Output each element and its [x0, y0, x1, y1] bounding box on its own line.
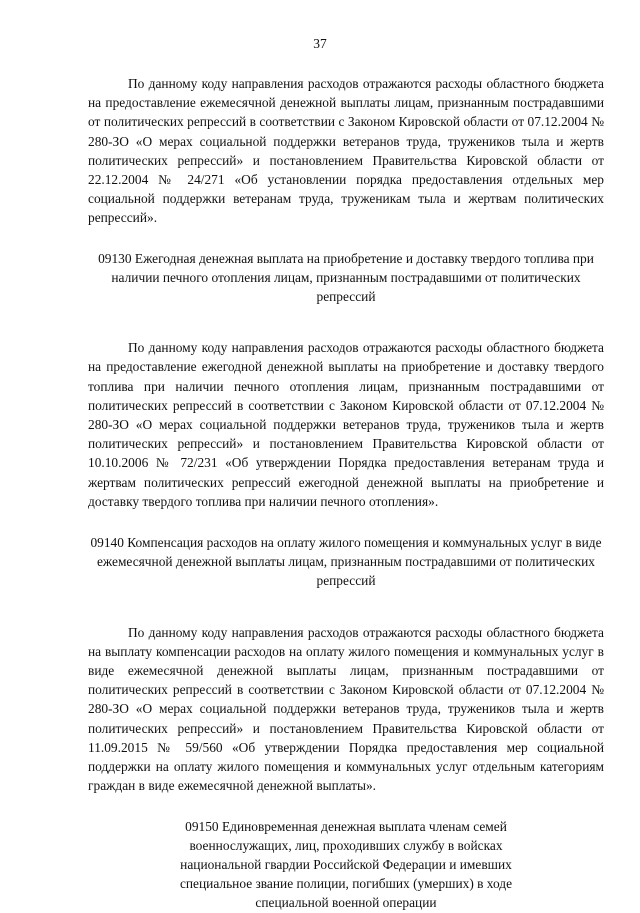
document-body — [88, 74, 604, 913]
section-heading-09150: 09150 Единовременная денежная выплата членам семей военнослужащих, лиц, проходивших службу в войсках национальной гвардии Российской Федерации и имевших специальное звание полиции, погибших (умерших) в ходе специальной военной операции — [179, 818, 513, 911]
paragraph-09140-description: По данному коду направления расходов отражаются расходы областного бюджета на выплату компенсации расходов на оплату жилого помещения и коммунальных услуг в виде ежемесячной денежной выплаты лицам, признанным пострадавшими от политических репрессий в соответствии с Законом Кировской области от 07.12.2004 № 280-ЗО «О мерах социальной поддержки ветеранов труда, тружеников тыла и жертв политических репрессий» и постановлением Правительства Кировской области от 11.09.2015 № 59/560 «Об утверждении Порядка предоставления мер социальной поддержки на оплату жилого помещения и коммунальных услуг отдельным категориям граждан в виде ежемесячной денежной выплаты». — [88, 624, 604, 794]
paragraph-09130-description: По данному коду направления расходов отражаются расходы областного бюджета на предоставление ежегодной денежной выплаты на приобретение и доставку твердого топлива при наличии печного отопления лицам, признанным пострадавшими от политических репрессий в соответствии с Законом Кировской области от 07.12.2004 № 280-ЗО «О мерах социальной поддержки ветеранов труда, тружеников тыла и жертв политических репрессий» и постановлением Правительства Кировской области от 10.10.2006 № 72/231 «Об утверждении Порядка предоставления ветеранам труда и жертвам политических репрессий ежегодной денежной выплаты на приобретение и доставку твердого топлива при наличии печного отопления». — [88, 340, 604, 509]
paragraph-09120-description: По данному коду направления расходов отражаются расходы областного бюджета на предоставление ежемесячной денежной выплаты лицам, признанным пострадавшими от политических репрессий в соответствии с Законом Кировской области от 07.12.2004 № 280-ЗО «О мерах социальной поддержки ветеранов труда, тружеников тыла и жертв политических репрессий» и постановлением Правительства Кировской области от 22.12.2004 № 24/271 «Об установлении порядка предоставления отдельных мер социальной поддержки ветеранам труда, труженикам тыла и жертвам политических репрессий». — [88, 76, 604, 226]
section-heading-09140: 09140 Компенсация расходов на оплату жилого помещения и коммунальных услуг в виде ежемесячной денежной выплаты лицам, признанным пострадавшими от политических репрессий — [90, 535, 602, 589]
section-heading-09130: 09130 Ежегодная денежная выплата на приобретение и доставку твердого топлива при наличии печного отопления лицам, признанным пострадавшими от политических репрессий — [98, 250, 594, 305]
page-number: 37 — [313, 36, 327, 51]
